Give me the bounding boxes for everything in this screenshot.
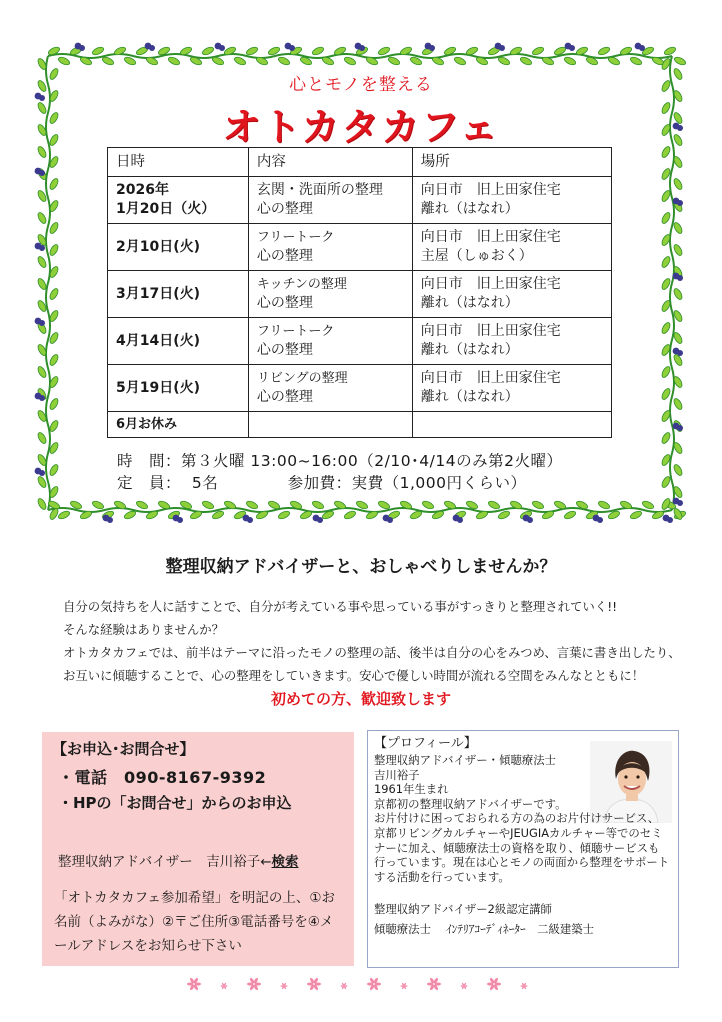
schedule-table [107,147,612,438]
description-line: お互いに傾聴することで、心の整理をしていきます。安心で優しい時間が流れる空間をみんなとともに！ [63,668,645,683]
table-row [108,177,612,224]
row-date: 2月10日(火) [108,224,249,271]
table-header-row [108,148,612,177]
content-sub: 心の整理 [256,389,313,405]
row-place [412,271,611,318]
description-text [63,595,683,687]
place-name: 向日市 旧上田家住宅 [420,182,561,198]
subtitle: 心とモノを整える [289,75,433,95]
row-place [412,318,611,365]
content-sub: 心の整理 [256,248,313,264]
place-room: 離れ（はなれ） [420,295,519,311]
capacity-fee-info: 定 員： 5名 参加費：実費（1,000円くらい） [117,474,527,492]
place-room: 主屋（しゅおく） [420,248,533,264]
description-line: 自分の気持ちを人に話すことで、自分が考えている事や思っている事がすっきりと整理されていく!! [63,599,618,614]
contact-phone[interactable]: ・電話 090-8167-9392 [58,768,267,787]
flower-border-decoration [180,972,540,996]
row-place [412,177,611,224]
empty-cell [412,412,611,438]
table-row [108,365,612,412]
header-content: 内容 [248,148,412,177]
description-line: オトカタカフェでは、前半はテーマに沿ったモノの整理の話、後半は自分の心をみつめ、言葉に書き出したり、 [63,645,681,660]
header-place: 場所 [412,148,611,177]
profile-header: 【プロフィール】 [374,736,477,751]
content-sub: 心の整理 [256,342,313,358]
table-row-off-month [108,412,612,438]
profile-line: 京都初の整理収納アドバイザーです。 [374,796,567,811]
time-info: 時 間：第３火曜 13:00~16:00（2/10･4/14のみ第2火曜） [117,452,563,470]
advisor-search [58,850,299,870]
content-sub: 心の整理 [256,295,313,311]
table-row [108,318,612,365]
row-content [248,177,412,224]
profile-line: ナーに加え、傾聴療法士の資格を取り、傾聴サービスも [374,840,660,855]
profile-box [367,730,679,968]
row-content [248,365,412,412]
table-row [108,271,612,318]
table-row [108,224,612,271]
section-headline: 整理収納アドバイザーと、おしゃべりしませんか？ [165,557,557,577]
place-name: 向日市 旧上田家住宅 [420,276,561,292]
header-date: 日時 [108,148,249,177]
place-name: 向日市 旧上田家住宅 [420,229,561,245]
page-title: オトカタカフェ [222,105,500,149]
place-room: 離れ（はなれ） [420,201,519,217]
contact-header: 【お申込･お問合せ】 [52,740,195,758]
profile-line: 吉川裕子 [374,767,420,782]
row-content [248,318,412,365]
profile-line: 京都リビングカルチャーやJEUGIAカルチャー等でのセミ [374,825,663,840]
profile-credentials: 傾聴療法士 ｲﾝﾃﾘｱｺｰﾃﾞｨﾈｰﾀｰ 二級建築士 [374,922,595,937]
row-content [248,271,412,318]
content-topic: 玄関・洗面所の整理 [256,182,383,198]
row-date [108,177,249,224]
place-name: 向日市 旧上田家住宅 [420,370,561,386]
content-topic: フリートーク [256,230,335,245]
application-instructions: 「オトカタカフェ参加希望」を明記の上、①お名前（よみがな）②〒ご住所③電話番号を④メールアドレスをお知らせ下さい [54,890,336,954]
advisor-name: 整理収納アドバイザー 吉川裕子← [58,854,272,870]
place-room: 離れ（はなれ） [420,389,519,405]
welcome-message: 初めての方、歓迎致します [270,690,451,708]
row-date: 3月17日(火) [108,271,249,318]
content-topic: キッチンの整理 [256,277,347,292]
contact-hp: ・HPの「お問合せ」からのお申込 [58,794,292,812]
off-month: 6月お休み [108,412,249,438]
row-date: 5月19日(火) [108,365,249,412]
profile-text [374,735,674,938]
profile-line: 行っています。現在は心とモノの両面から整理をサポート [374,855,670,870]
place-room: 離れ（はなれ） [420,342,519,358]
profile-line: する活動を行っています。 [374,869,510,884]
content-sub: 心の整理 [256,201,313,217]
profile-line: 1961年生まれ [374,782,449,797]
row-place [412,224,611,271]
row-date: 4月14日(火) [108,318,249,365]
content-topic: リビングの整理 [256,371,348,386]
empty-cell [248,412,412,438]
date-day: 1月20日（火） [116,201,216,217]
row-content [248,224,412,271]
row-place [412,365,611,412]
description-line: そんな経験はありませんか？ [63,622,225,637]
contact-box [42,732,354,966]
profile-line: 整理収納アドバイザー・傾聴療法士 [374,753,557,767]
profile-cert: 整理収納アドバイザー2級認定講師 [374,902,552,917]
place-name: 向日市 旧上田家住宅 [420,323,561,339]
profile-line: お片付けに困っておられる方の為のお片付けサービス、 [374,811,660,826]
content-topic: フリートーク [256,324,335,339]
search-link[interactable]: 検索 [271,854,299,870]
date-year: 2026年 [116,182,169,198]
